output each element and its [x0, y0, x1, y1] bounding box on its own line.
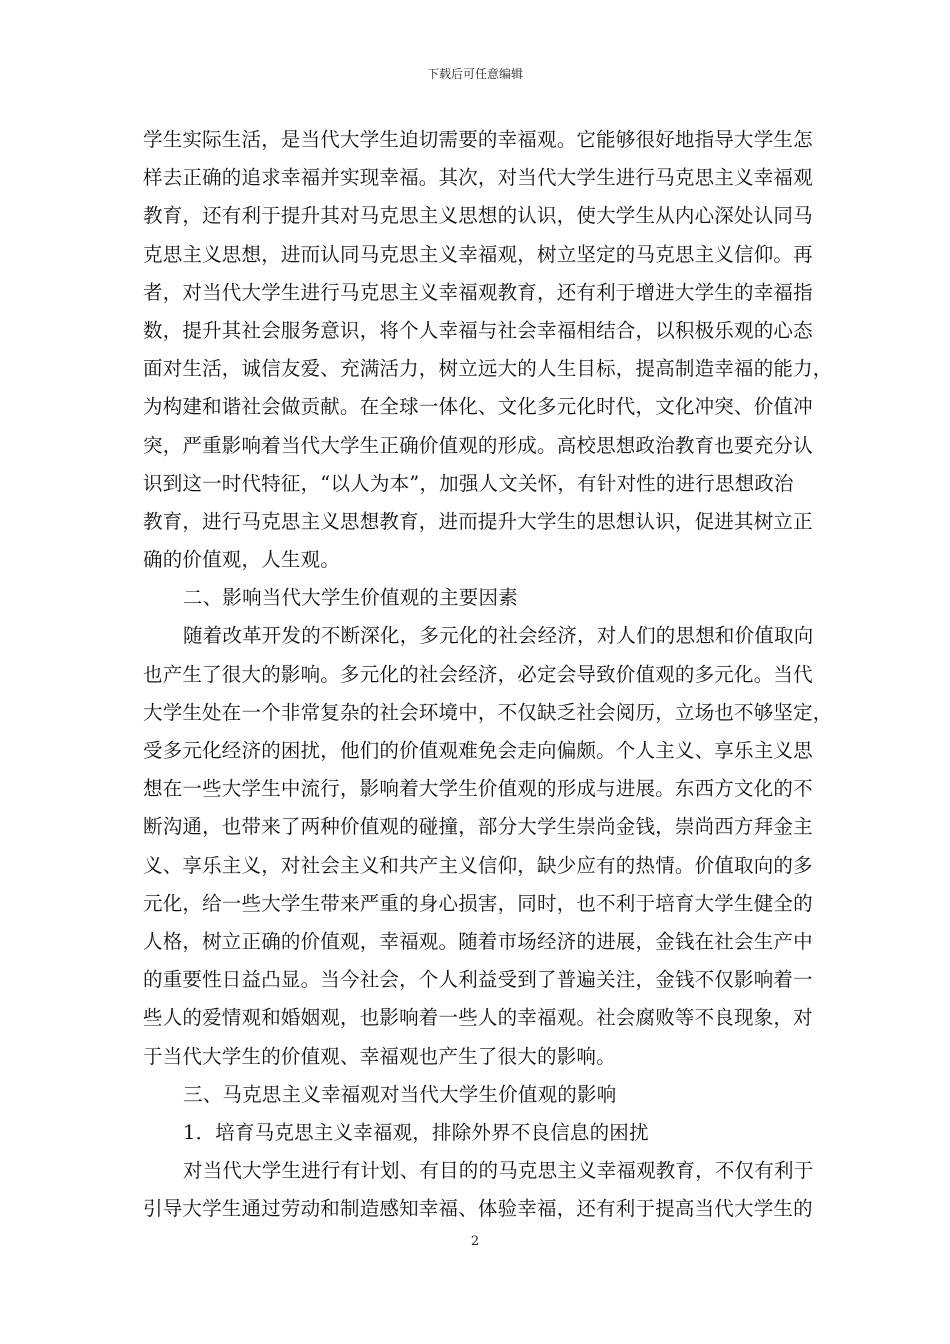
text-line: 人格，树立正确的价值观，幸福观。随着市场经济的进展，金钱在社会生产中 — [143, 929, 813, 953]
text-line: 断沟通，也带来了两种价值观的碰撞，部分大学生崇尚金钱，崇尚西方拜金主 — [143, 815, 813, 839]
text-line: 元化，给一些大学生带来严重的身心损害，同时，也不利于培育大学生健全的 — [143, 891, 813, 915]
text-line: 些人的爱情观和婚姻观，也影响着一些人的幸福观。社会腐败等不良现象，对 — [143, 1006, 813, 1030]
text-line: 对当代大学生进行有计划、有目的的马克思主义幸福观教育，不仅有利于 — [183, 1159, 814, 1183]
heading-text: 三、马克思主义幸福观对当代大学生价值观的影响 — [183, 1082, 617, 1106]
text-line: 也产生了很大的影响。多元化的社会经济，必定会导致价值观的多元化。当代 — [143, 662, 813, 686]
paragraph-1 — [143, 121, 833, 579]
text-line: 为构建和谐社会做贡献。在全球一体化、文化多元化时代，文化冲突、价值冲 — [143, 395, 813, 419]
text-line: 突，严重影响着当代大学生正确价值观的形成。高校思想政治教育也要充分认 — [143, 433, 813, 457]
text-line: 确的价值观，人生观。 — [143, 548, 341, 572]
text-line: 随着改革开发的不断深化，多元化的社会经济，对人们的思想和价值取向 — [183, 624, 814, 648]
subsection-heading-1 — [143, 1114, 815, 1152]
paragraph-2 — [143, 617, 833, 1075]
page-header: 下载后可任意编辑 — [426, 67, 523, 81]
paragraph-3 — [143, 1152, 815, 1228]
heading-text: 二、影响当代大学生价值观的主要因素 — [183, 586, 518, 610]
text-line: 识到这一时代特征，“以人为本”，加强人文关怀，有针对性的进行思想政治 — [143, 471, 794, 495]
text-line: 数，提升其社会服务意识，将个人幸福与社会幸福相结合，以积极乐观的心态 — [143, 318, 813, 342]
text-line: 面对生活，诚信友爱、充满活力，树立远大的人生目标，提高制造幸福的能力， — [143, 357, 833, 381]
section-heading-2 — [143, 579, 815, 617]
text-line: 引导大学生通过劳动和制造感知幸福、体验幸福，还有利于提高当代大学生的 — [143, 1197, 813, 1221]
document-body — [143, 121, 833, 1228]
text-line: 者，对当代大学生进行马克思主义幸福观教育，还有利于增进大学生的幸福指 — [143, 280, 813, 304]
text-line: 学生实际生活，是当代大学生迫切需要的幸福观。它能够很好地指导大学生怎 — [143, 128, 813, 151]
text-line: 于当代大学生的价值观、幸福观也产生了很大的影响。 — [143, 1044, 616, 1068]
heading-text: 1．培育马克思主义幸福观，排除外界不良信息的困扰 — [183, 1120, 649, 1144]
text-line: 想在一些大学生中流行，影响着大学生价值观的形成与进展。东西方文化的不 — [143, 777, 813, 801]
text-line: 教育，还有利于提升其对马克思主义思想的认识，使大学生从内心深处认同马 — [143, 204, 813, 228]
text-line: 教育，进行马克思主义思想教育，进而提升大学生的思想认识，促进其树立正 — [143, 509, 813, 533]
text-line: 义、享乐主义，对社会主义和共产主义信仰，缺少应有的热情。价值取向的多 — [143, 853, 813, 877]
text-line: 大学生处在一个非常复杂的社会环境中，不仅缺乏社会阅历，立场也不够坚定， — [143, 700, 833, 724]
text-line: 受多元化经济的困扰，他们的价值观难免会走向偏颇。个人主义、享乐主义思 — [143, 739, 813, 762]
text-line: 的重要性日益凸显。当今社会，个人利益受到了普遍关注，金钱不仅影响着一 — [143, 968, 813, 992]
text-line: 克思主义思想，进而认同马克思主义幸福观，树立坚定的马克思主义信仰。再 — [143, 242, 813, 266]
section-heading-3 — [143, 1076, 815, 1114]
text-line: 样去正确的追求幸福并实现幸福。其次，对当代大学生进行马克思主义幸福观 — [143, 166, 813, 190]
page-number: 2 — [470, 1234, 480, 1249]
